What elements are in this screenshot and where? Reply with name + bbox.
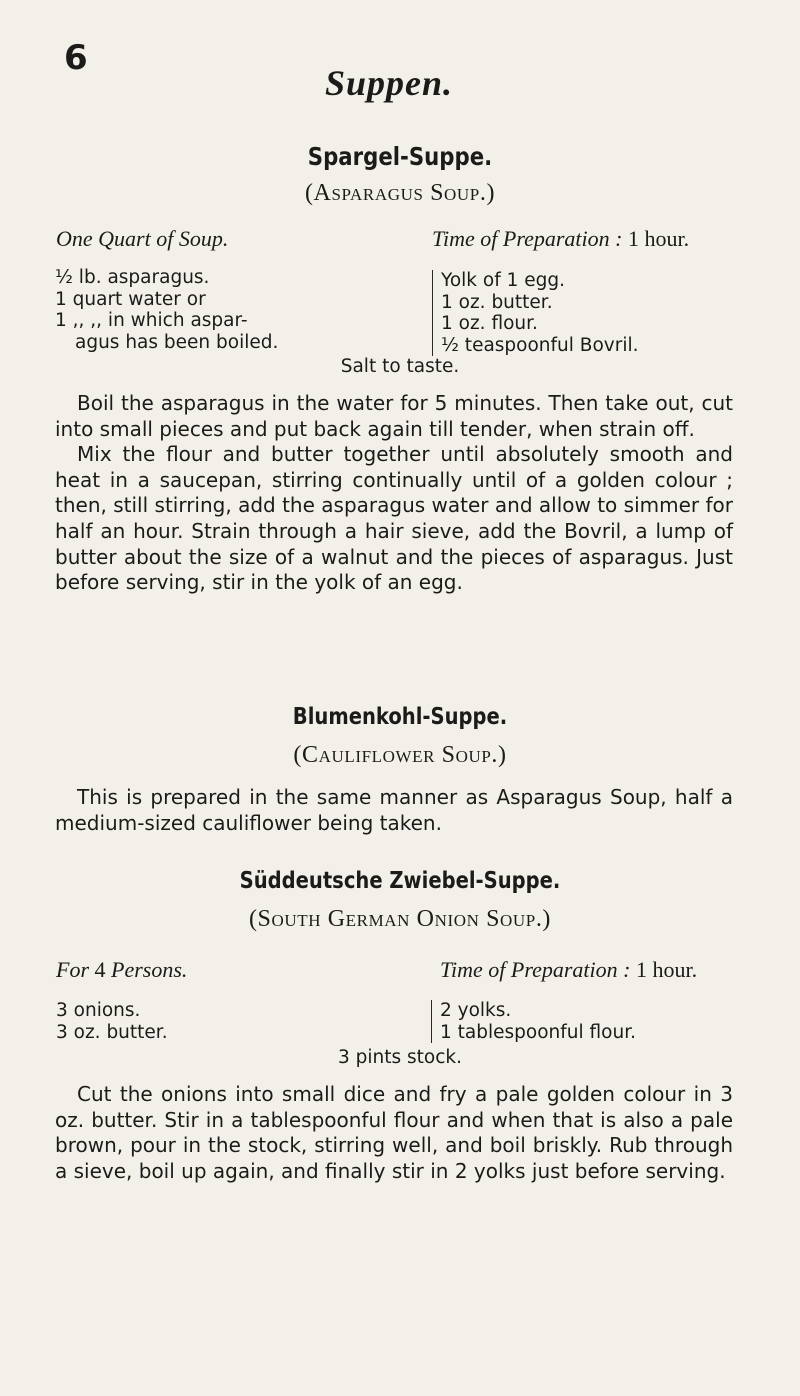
ingredients-right [431,1000,636,1043]
recipe-instructions [55,785,733,836]
ingredient: Yolk of 1 egg. [441,270,566,291]
recipe-subtitle-cauliflower [0,742,800,769]
preparation-time-value: 1 hour. [627,226,690,251]
subtitle-text: (Asparagus Soup.) [304,180,496,206]
serving-size [56,957,187,983]
instruction-paragraph: Mix the flour and butter together until absolutely smooth and heat in a saucepan, stirring continually until of a golden colour ; then, still stirring, add the asparagus water and allow to simmer for half an hour. Strain through a hair sieve, add the Bovril, a lump of butter about the size of a walnut and the pieces of asparagus. Just before serving, stir in the yolk of an egg. [55,442,733,595]
ingredient: 1 quart water or [55,288,206,310]
preparation-time-label: Time of Preparation : [432,226,623,251]
subtitle-text: (Cauliflower Soup.) [293,742,507,768]
ingredient: agus has been boiled. [75,331,279,353]
instruction-paragraph: This is prepared in the same manner as Asparagus Soup, half a medium-sized cauliflower being taken. [55,785,733,835]
subtitle-text: (South German Onion Soup.) [248,906,552,932]
ingredient: ½ lb. asparagus. [55,267,210,288]
ingredients-left [56,1000,168,1043]
ingredient: ½ teaspoonful Bovril. [441,334,639,356]
ingredient: 1 oz. butter. [441,291,553,313]
serving-size-unit: Persons. [111,957,188,982]
running-head: Suppen. [325,63,454,103]
ingredient: 1 tablespoonful flour. [440,1021,636,1043]
preparation-time [432,226,689,252]
ingredients-left [55,267,278,353]
preparation-time [440,957,697,983]
ingredients-right [432,270,639,356]
ingredient: 1 oz. flour. [441,313,538,334]
recipe-title-zwiebel: Süddeutsche Zwiebel-Suppe. [239,868,561,894]
preparation-time-label: Time of Preparation : [440,957,631,982]
recipe-title-spargel: Spargel-Suppe. [307,142,493,171]
ingredient: 1 ,, ,, in which aspar- [55,310,248,331]
ingredient-footer: Salt to taste. [340,356,460,377]
ingredient: 2 yolks. [440,1000,512,1021]
ingredient: 3 onions. [56,1000,141,1021]
recipe-title-blumenkohl: Blumenkohl-Suppe. [292,704,508,730]
recipe-instructions [55,1082,733,1184]
serving-size-number: 4 [94,957,106,982]
recipe-subtitle-onion [0,906,800,933]
recipe-subtitle-asparagus [0,180,800,207]
recipe-instructions [55,391,733,596]
preparation-time-value: 1 hour. [635,957,698,982]
ingredient: 3 oz. butter. [56,1021,168,1043]
serving-size: One Quart of Soup. [56,226,229,251]
serving-size-label: For [56,957,89,982]
instruction-paragraph: Boil the asparagus in the water for 5 minutes. Then take out, cut into small pieces and put back again till tender, when strain off. [55,391,733,441]
page-number: 6 [64,38,88,78]
ingredient-footer: 3 pints stock. [337,1047,462,1068]
instruction-paragraph: Cut the onions into small dice and fry a pale golden colour in 3 oz. butter. Stir in a tablespoonful flour and when that is also a pale brown, pour in the stock, stirring well, and boil briskly. Rub through a sieve, boil up again, and finally stir in 2 yolks just before serving. [55,1082,733,1183]
